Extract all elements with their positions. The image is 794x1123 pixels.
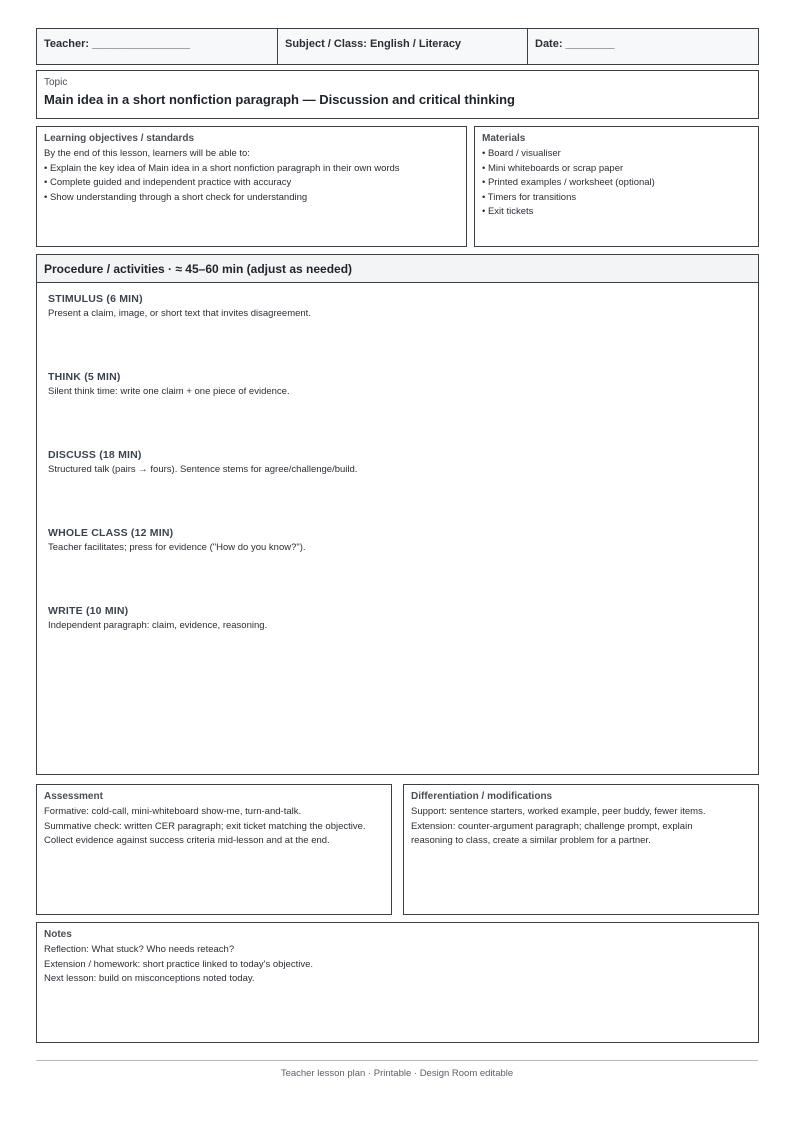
step-title: STIMULUS (6 MIN) — [48, 293, 143, 305]
procedure-heading: Procedure / activities · ≈ 45–60 min (adjust as needed) — [37, 255, 758, 283]
footer-divider — [36, 1060, 758, 1061]
objective-line: • Complete guided and independent practice with accuracy — [44, 177, 292, 188]
differentiation-label: Differentiation / modifications — [411, 791, 553, 802]
step-text: Teacher facilitates; press for evidence ("How do you know?"). — [48, 542, 306, 553]
differentiation-section — [403, 784, 759, 915]
materials-label: Materials — [482, 133, 526, 144]
assessment-label: Assessment — [44, 791, 103, 802]
topic-section — [36, 70, 759, 119]
objectives-label: Learning objectives / standards — [44, 133, 195, 144]
procedure-step[interactable] — [48, 449, 357, 475]
material-item: • Exit tickets — [482, 206, 534, 217]
footer-text: Teacher lesson plan · Printable · Design Room editable — [280, 1068, 514, 1079]
objectives-section — [36, 126, 467, 247]
notes-line: Extension / homework: short practice linked to today's objective. — [44, 958, 314, 970]
step-text: Structured talk (pairs → fours). Sentence stems for agree/challenge/build. — [48, 464, 358, 475]
step-title: WHOLE CLASS (12 MIN) — [48, 527, 174, 539]
material-item: • Mini whiteboards or scrap paper — [482, 162, 624, 174]
subject-class-field[interactable]: Subject / Class: English / Literacy — [277, 29, 527, 64]
procedure-step[interactable] — [48, 527, 306, 553]
date-field[interactable]: Date: ________ — [527, 29, 758, 64]
notes-label: Notes — [44, 929, 72, 940]
differentiation-line: Support: sentence starters, worked example, peer buddy, fewer items. — [411, 806, 706, 817]
assessment-line: Formative: cold-call, mini-whiteboard show-me, turn-and-talk. — [44, 806, 302, 817]
step-title: WRITE (10 MIN) — [48, 605, 129, 617]
notes-line: Next lesson: build on misconceptions noted today. — [44, 973, 255, 984]
notes-section — [36, 922, 759, 1043]
materials-section — [474, 126, 759, 247]
teacher-field[interactable]: Teacher: ________________ — [37, 29, 277, 64]
material-item: • Board / visualiser — [482, 148, 561, 159]
step-text: Present a claim, image, or short text that invites disagreement. — [48, 308, 311, 319]
procedure-section — [36, 254, 759, 775]
materials-list[interactable] — [482, 147, 751, 220]
assessment-line: Summative check: written CER paragraph; exit ticket matching the objective. — [44, 820, 366, 832]
topic-title[interactable]: Main idea in a short nonfiction paragraph — Discussion and critical thinking — [44, 92, 515, 107]
objectives-list[interactable] — [44, 147, 459, 205]
step-text: Silent think time: write one claim + one piece of evidence. — [48, 386, 290, 397]
step-title: DISCUSS (18 MIN) — [48, 449, 142, 461]
step-title: THINK (5 MIN) — [48, 371, 121, 383]
differentiation-line: reasoning to class, create a similar problem for a partner. — [411, 835, 651, 846]
step-text: Independent paragraph: claim, evidence, reasoning. — [48, 620, 268, 631]
assessment-line: Collect evidence against success criteria mid-lesson and at the end. — [44, 835, 330, 846]
notes-text[interactable] — [44, 943, 751, 987]
procedure-step[interactable] — [48, 605, 267, 631]
material-item: • Timers for transitions — [482, 191, 577, 203]
objective-line: • Show understanding through a short check for understanding — [44, 191, 308, 203]
topic-label: Topic — [44, 77, 68, 88]
objective-line: By the end of this lesson, learners will be able to: — [44, 148, 250, 159]
objective-line: • Explain the key idea of Main idea in a short nonfiction paragraph in their own words — [44, 162, 400, 174]
material-item: • Printed examples / worksheet (optional) — [482, 177, 655, 188]
assessment-section — [36, 784, 392, 915]
differentiation-text[interactable] — [411, 805, 751, 849]
differentiation-line: Extension: counter-argument paragraph; challenge prompt, explain — [411, 820, 693, 832]
procedure-step[interactable] — [48, 371, 290, 397]
header-row — [36, 28, 759, 65]
procedure-step[interactable] — [48, 293, 311, 319]
assessment-text[interactable] — [44, 805, 384, 849]
notes-line: Reflection: What stuck? Who needs reteach? — [44, 944, 235, 955]
